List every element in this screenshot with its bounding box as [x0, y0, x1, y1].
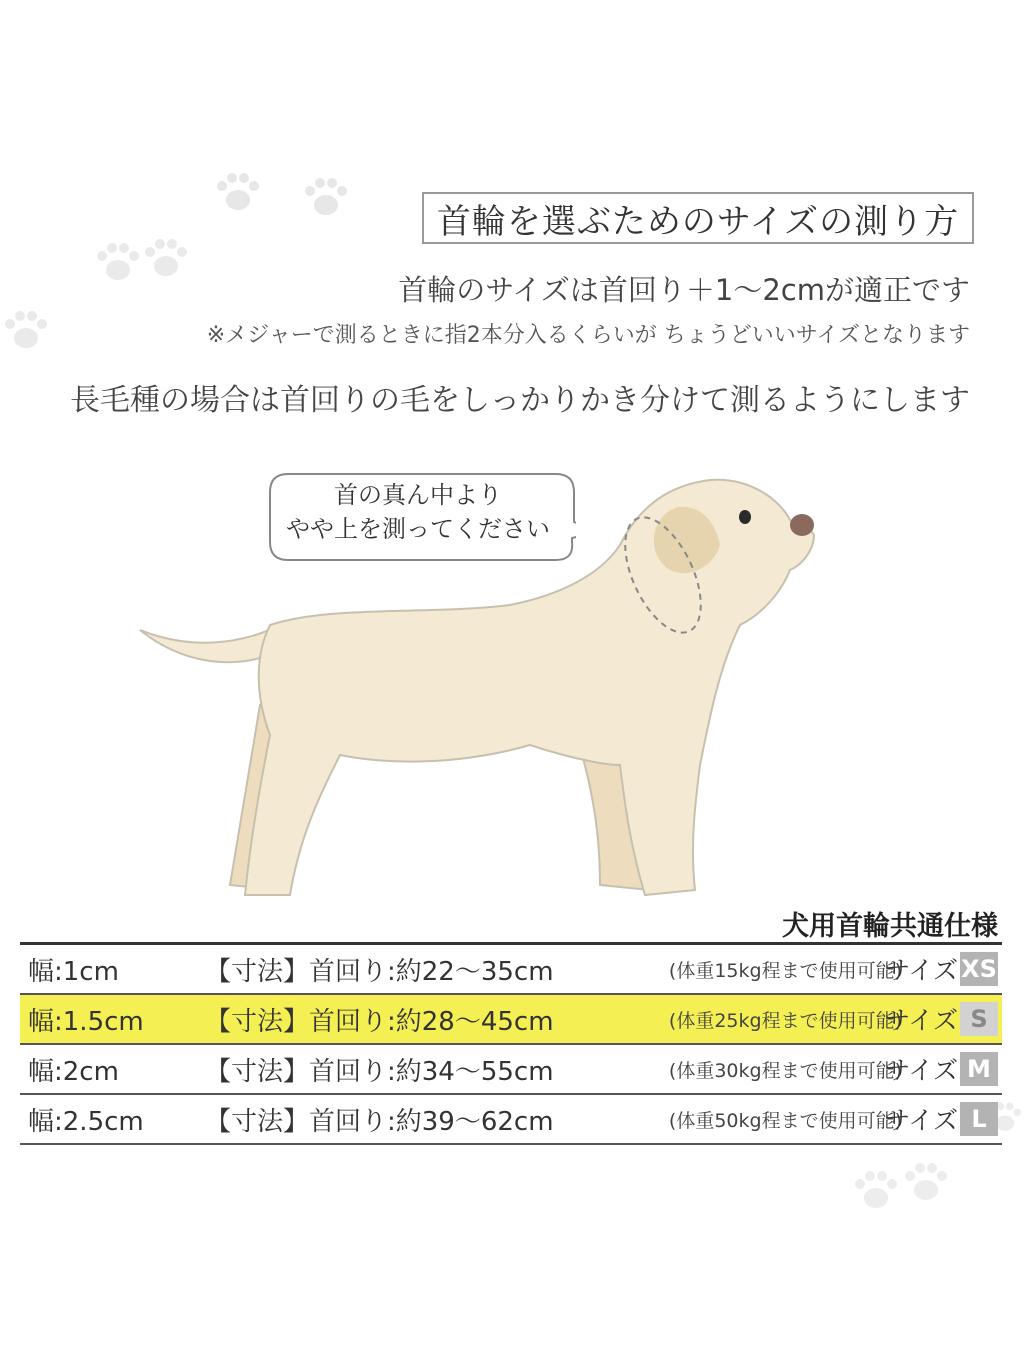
neck-dimensions: 【寸法】首回り:約22～35cm	[205, 956, 554, 987]
size-row-s	[20, 995, 1002, 1045]
size-label: サイズ	[884, 1006, 958, 1035]
size-label: サイズ	[884, 1106, 958, 1135]
size-badge: M	[960, 1052, 998, 1086]
collar-width: 幅:1cm	[28, 956, 119, 987]
spec-table	[20, 942, 1002, 1145]
bubble-line-1: 首の真ん中より	[334, 481, 502, 509]
neck-dimensions: 【寸法】首回り:約34～55cm	[205, 1056, 554, 1087]
neck-dimensions: 【寸法】首回り:約28～45cm	[205, 1006, 554, 1037]
size-row-xs	[20, 945, 1002, 995]
bubble-line-2: やや上を測ってください	[286, 515, 550, 543]
size-badge: XS	[960, 952, 998, 986]
size-row-m	[20, 1045, 1002, 1095]
bubble-text	[268, 478, 568, 546]
paw-print-icon	[300, 175, 352, 219]
paw-print-icon	[900, 1160, 952, 1204]
paw-print-icon	[140, 236, 192, 280]
neck-dimensions: 【寸法】首回り:約39～62cm	[205, 1106, 554, 1137]
size-badge: L	[960, 1102, 998, 1136]
size-badge: S	[960, 1002, 998, 1036]
spec-title: 犬用首輪共通仕様	[782, 911, 998, 942]
measuring-note-text: ※メジャーで測るときに指2本分入るくらいが ちょうどいいサイズとなります	[206, 323, 970, 348]
size-label: サイズ	[884, 956, 958, 985]
size-guideline-text: 首輪のサイズは首回り＋1～2cmが適正です	[398, 273, 970, 307]
weight-usage: (体重15kg程まで使用可能)	[668, 959, 902, 982]
size-row-l	[20, 1095, 1002, 1145]
long-hair-note-text: 長毛種の場合は首回りの毛をしっかりかき分けて測るようにします	[70, 383, 970, 418]
collar-width: 幅:2cm	[28, 1056, 119, 1087]
collar-width: 幅:2.5cm	[28, 1106, 144, 1137]
paw-print-icon	[850, 1168, 902, 1212]
collar-width: 幅:1.5cm	[28, 1006, 144, 1037]
paw-print-icon	[0, 308, 52, 352]
weight-usage: (体重30kg程まで使用可能)	[668, 1059, 902, 1082]
paw-print-icon	[212, 170, 264, 214]
page-title: 首輪を選ぶためのサイズの測り方	[422, 192, 974, 244]
weight-usage: (体重25kg程まで使用可能)	[668, 1009, 902, 1032]
paw-print-icon	[92, 240, 144, 284]
size-label: サイズ	[884, 1056, 958, 1085]
weight-usage: (体重50kg程まで使用可能)	[668, 1109, 902, 1132]
